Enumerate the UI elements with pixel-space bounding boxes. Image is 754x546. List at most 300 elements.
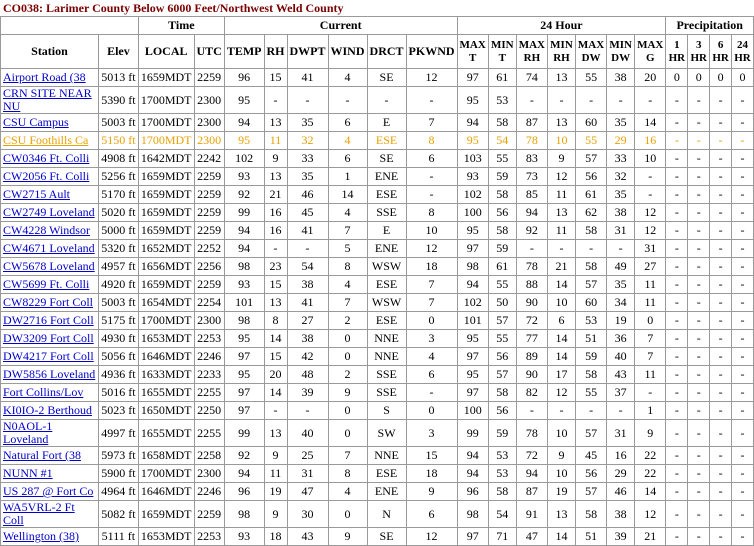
cell-maxdw: 60 — [575, 114, 606, 132]
cell-wind: 4 — [328, 483, 367, 501]
cell-maxdw: 61 — [575, 186, 606, 204]
station-link[interactable]: Fort Collins/Lov — [3, 385, 84, 399]
cell-temp: 93 — [224, 528, 264, 546]
cell-temp: 97 — [224, 402, 264, 420]
station-link[interactable]: NUNN #1 — [3, 466, 53, 480]
cell-p1: - — [666, 204, 688, 222]
cell-drct: SSE — [367, 366, 406, 384]
cell-mint: 53 — [488, 447, 516, 465]
cell-p6: - — [710, 447, 732, 465]
cell-maxdw: 55 — [575, 69, 606, 87]
cell-p6: 0 — [710, 69, 732, 87]
cell-rh: 16 — [264, 222, 287, 240]
station-link[interactable]: DW3209 Fort Coll — [3, 331, 94, 345]
cell-mint: 57 — [488, 312, 516, 330]
col-min-dw[interactable]: MIN DW — [607, 35, 635, 69]
cell-wind: 0 — [328, 420, 367, 447]
cell-minrh: 10 — [548, 420, 576, 447]
station-link[interactable]: CRN SITE NEAR NU — [3, 86, 92, 113]
cell-local: 1650MDT — [138, 402, 194, 420]
cell-maxg: 11 — [635, 276, 666, 294]
cell-maxt: 103 — [457, 150, 488, 168]
cell-elev: 5003 ft — [98, 114, 138, 132]
cell-local: 1654MDT — [138, 294, 194, 312]
cell-maxdw: 57 — [575, 483, 606, 501]
cell-elev: 5082 ft — [98, 501, 138, 528]
cell-drct: NNE — [367, 330, 406, 348]
col-wind[interactable]: WIND — [328, 35, 367, 69]
cell-p3: - — [688, 87, 710, 114]
cell-minrh: 9 — [548, 150, 576, 168]
col-pkwnd[interactable]: PKWND — [406, 35, 457, 69]
station-link[interactable]: US 287 @ Fort Co — [3, 484, 94, 498]
cell-rh: 15 — [264, 348, 287, 366]
cell-mint: 56 — [488, 402, 516, 420]
cell-p6: - — [710, 132, 732, 150]
cell-maxrh: 78 — [516, 258, 547, 276]
cell-utc: 2253 — [194, 330, 224, 348]
cell-p3: - — [688, 258, 710, 276]
col-elev[interactable]: Elev — [98, 35, 138, 69]
cell-pkwnd: 3 — [406, 330, 457, 348]
precip-group-header: Precipitation — [666, 17, 754, 35]
cell-p3: - — [688, 330, 710, 348]
cell-minrh: 11 — [548, 222, 576, 240]
station-link[interactable]: N0AOL-1 Loveland — [3, 419, 53, 446]
cell-p6: - — [710, 330, 732, 348]
cell-utc: 2233 — [194, 366, 224, 384]
cell-local: 1655MDT — [138, 384, 194, 402]
station-cell — [1, 87, 99, 114]
cell-maxrh: - — [516, 87, 547, 114]
cell-minrh: 9 — [548, 447, 576, 465]
cell-pkwnd: 12 — [406, 528, 457, 546]
station-cell — [1, 150, 99, 168]
col-min-rh[interactable]: MIN RH — [548, 35, 576, 69]
cell-maxt: 93 — [457, 168, 488, 186]
cell-utc: 2256 — [194, 258, 224, 276]
cell-dwpt: - — [287, 87, 328, 114]
cell-maxt: 94 — [457, 114, 488, 132]
station-link[interactable]: CW4228 Windsor — [3, 223, 90, 237]
cell-temp: 93 — [224, 168, 264, 186]
col-min-t[interactable]: MIN T — [488, 35, 516, 69]
cell-dwpt: 32 — [287, 132, 328, 150]
col-precip-6hr[interactable]: 6 HR — [710, 35, 732, 69]
col-precip-24hr[interactable]: 24 HR — [732, 35, 754, 69]
cell-maxdw: - — [575, 240, 606, 258]
cell-pkwnd: 4 — [406, 348, 457, 366]
cell-maxg: 31 — [635, 240, 666, 258]
cell-dwpt: 33 — [287, 150, 328, 168]
table-row — [1, 420, 754, 447]
cell-rh: - — [264, 87, 287, 114]
cell-drct: ESE — [367, 186, 406, 204]
cell-maxrh: - — [516, 402, 547, 420]
cell-maxg: 9 — [635, 420, 666, 447]
cell-maxt: 95 — [457, 132, 488, 150]
cell-utc: 2300 — [194, 465, 224, 483]
table-row — [1, 69, 754, 87]
cell-utc: 2255 — [194, 420, 224, 447]
cell-drct: ENE — [367, 240, 406, 258]
cell-p6: - — [710, 276, 732, 294]
cell-local: 1700MDT — [138, 132, 194, 150]
cell-wind: 5 — [328, 240, 367, 258]
col-max-t[interactable]: MAX T — [457, 35, 488, 69]
cell-maxt: 97 — [457, 348, 488, 366]
cell-rh: 16 — [264, 204, 287, 222]
cell-temp: 95 — [224, 330, 264, 348]
cell-rh: - — [264, 240, 287, 258]
cell-temp: 97 — [224, 384, 264, 402]
cell-mint: 53 — [488, 87, 516, 114]
cell-temp: 99 — [224, 420, 264, 447]
cell-p1: - — [666, 447, 688, 465]
cell-p6: - — [710, 501, 732, 528]
col-utc[interactable]: UTC — [194, 35, 224, 69]
cell-maxdw: 60 — [575, 294, 606, 312]
col-local[interactable]: LOCAL — [138, 35, 194, 69]
station-cell — [1, 483, 99, 501]
cell-temp: 95 — [224, 132, 264, 150]
station-cell — [1, 276, 99, 294]
cell-p24: - — [732, 330, 754, 348]
col-max-dw[interactable]: MAX DW — [575, 35, 606, 69]
station-cell — [1, 447, 99, 465]
cell-maxg: 14 — [635, 114, 666, 132]
cell-minrh: 13 — [548, 114, 576, 132]
cell-maxdw: 58 — [575, 258, 606, 276]
cell-temp: 98 — [224, 501, 264, 528]
station-link[interactable]: KI0IO-2 Berthoud — [3, 403, 92, 417]
cell-p3: - — [688, 348, 710, 366]
cell-p1: - — [666, 528, 688, 546]
cell-drct: E — [367, 114, 406, 132]
cell-rh: 13 — [264, 294, 287, 312]
cell-mindw: 31 — [607, 222, 635, 240]
cell-p24: - — [732, 348, 754, 366]
station-cell — [1, 132, 99, 150]
cell-pkwnd: 6 — [406, 501, 457, 528]
cell-dwpt: 40 — [287, 420, 328, 447]
cell-drct: S — [367, 402, 406, 420]
cell-minrh: - — [548, 240, 576, 258]
station-link[interactable]: CW2715 Ault — [3, 187, 71, 201]
cell-drct: SE — [367, 528, 406, 546]
station-link[interactable]: CSU Foothills Ca — [3, 133, 89, 147]
page-title: CO038: Larimer County Below 6000 Feet/Northwest Weld County — [3, 1, 344, 15]
cell-utc: 2242 — [194, 150, 224, 168]
cell-p1: - — [666, 384, 688, 402]
cell-p6: - — [710, 150, 732, 168]
cell-wind: 4 — [328, 132, 367, 150]
cell-mindw: 39 — [607, 528, 635, 546]
table-row — [1, 114, 754, 132]
table-row — [1, 240, 754, 258]
cell-maxdw: 53 — [575, 312, 606, 330]
col-drct[interactable]: DRCT — [367, 35, 406, 69]
cell-drct: ESE — [367, 276, 406, 294]
table-row — [1, 168, 754, 186]
table-row — [1, 87, 754, 114]
cell-minrh: 10 — [548, 465, 576, 483]
cell-maxt: 95 — [457, 366, 488, 384]
station-link[interactable]: CW4671 Loveland — [3, 241, 95, 255]
cell-mindw: - — [607, 402, 635, 420]
station-link[interactable]: WA5VRL-2 Ft Coll — [3, 500, 75, 527]
cell-wind: 0 — [328, 330, 367, 348]
col-temp[interactable]: TEMP — [224, 35, 264, 69]
cell-p24: - — [732, 366, 754, 384]
cell-dwpt: 35 — [287, 114, 328, 132]
station-link[interactable]: CW5678 Loveland — [3, 259, 95, 273]
cell-temp: 94 — [224, 240, 264, 258]
cell-mindw: 38 — [607, 204, 635, 222]
station-link[interactable]: CSU Campus — [3, 115, 69, 129]
cell-local: 1646MDT — [138, 483, 194, 501]
cell-p3: - — [688, 132, 710, 150]
cell-rh: 21 — [264, 186, 287, 204]
cell-mint: 57 — [488, 366, 516, 384]
station-cell — [1, 69, 99, 87]
cell-p24: - — [732, 312, 754, 330]
cell-dwpt: 38 — [287, 276, 328, 294]
cell-minrh: - — [548, 402, 576, 420]
cell-p1: - — [666, 168, 688, 186]
cell-maxg: 20 — [635, 69, 666, 87]
cell-maxrh: 90 — [516, 294, 547, 312]
station-link[interactable]: CW8229 Fort Coll — [3, 295, 94, 309]
station-cell — [1, 384, 99, 402]
cell-temp: 92 — [224, 447, 264, 465]
cell-utc: 2255 — [194, 384, 224, 402]
cell-rh: 18 — [264, 528, 287, 546]
cell-maxrh: 94 — [516, 204, 547, 222]
cell-mindw: 33 — [607, 150, 635, 168]
cell-rh: 11 — [264, 465, 287, 483]
cell-maxrh: 85 — [516, 186, 547, 204]
cell-elev: 5020 ft — [98, 204, 138, 222]
cell-p24: 0 — [732, 69, 754, 87]
table-row — [1, 384, 754, 402]
cell-mindw: 35 — [607, 276, 635, 294]
table-row — [1, 312, 754, 330]
station-link[interactable]: Wellington (38) — [3, 529, 80, 543]
cell-dwpt: 31 — [287, 465, 328, 483]
cell-p24: - — [732, 528, 754, 546]
cell-p1: - — [666, 222, 688, 240]
cell-temp: 96 — [224, 483, 264, 501]
station-link[interactable]: DW2716 Fort Coll — [3, 313, 94, 327]
cell-mint: 71 — [488, 528, 516, 546]
cell-local: 1642MDT — [138, 150, 194, 168]
cell-maxg: 1 — [635, 402, 666, 420]
col-max-g[interactable]: MAX G — [635, 35, 666, 69]
cell-elev: 5900 ft — [98, 465, 138, 483]
table-row — [1, 402, 754, 420]
cell-elev: 5150 ft — [98, 132, 138, 150]
cell-maxg: 12 — [635, 222, 666, 240]
cell-pkwnd: 3 — [406, 420, 457, 447]
cell-pkwnd: 7 — [406, 294, 457, 312]
cell-mindw: 35 — [607, 186, 635, 204]
cell-mindw: 35 — [607, 114, 635, 132]
cell-wind: 4 — [328, 204, 367, 222]
cell-p3: - — [688, 483, 710, 501]
station-cell — [1, 114, 99, 132]
cell-pkwnd: 12 — [406, 69, 457, 87]
station-link[interactable]: Natural Fort (38 — [3, 448, 81, 462]
cell-mint: 58 — [488, 114, 516, 132]
cell-p6: - — [710, 420, 732, 447]
cell-p24: - — [732, 204, 754, 222]
col-precip-1hr[interactable]: 1 HR — [666, 35, 688, 69]
cell-maxrh: 47 — [516, 528, 547, 546]
station-link[interactable]: DW4217 Fort Coll — [3, 349, 94, 363]
cell-wind: 8 — [328, 258, 367, 276]
cell-maxrh: 74 — [516, 69, 547, 87]
cell-p1: - — [666, 294, 688, 312]
cell-p3: - — [688, 222, 710, 240]
cell-maxdw: 57 — [575, 150, 606, 168]
cell-wind: 7 — [328, 294, 367, 312]
cell-dwpt: 27 — [287, 312, 328, 330]
cell-p3: - — [688, 501, 710, 528]
cell-utc: 2259 — [194, 276, 224, 294]
col-max-rh[interactable]: MAX RH — [516, 35, 547, 69]
station-cell — [1, 465, 99, 483]
cell-elev: 5000 ft — [98, 222, 138, 240]
cell-p6: - — [710, 168, 732, 186]
cell-pkwnd: 10 — [406, 222, 457, 240]
cell-elev: 5111 ft — [98, 528, 138, 546]
cell-p3: - — [688, 528, 710, 546]
cell-mindw: 36 — [607, 330, 635, 348]
cell-drct: NNE — [367, 348, 406, 366]
cell-pkwnd: 6 — [406, 150, 457, 168]
cell-pkwnd: 9 — [406, 483, 457, 501]
table-row — [1, 330, 754, 348]
cell-p1: - — [666, 501, 688, 528]
cell-p6: - — [710, 483, 732, 501]
cell-p3: - — [688, 402, 710, 420]
cell-mindw: 16 — [607, 447, 635, 465]
cell-minrh: 12 — [548, 168, 576, 186]
cell-maxt: 94 — [457, 276, 488, 294]
cell-rh: 11 — [264, 132, 287, 150]
cell-drct: ESE — [367, 312, 406, 330]
cell-p24: - — [732, 87, 754, 114]
cell-rh: 14 — [264, 330, 287, 348]
cell-maxdw: 58 — [575, 222, 606, 240]
cell-p6: - — [710, 528, 732, 546]
cell-pkwnd: 18 — [406, 258, 457, 276]
col-precip-3hr[interactable]: 3 HR — [688, 35, 710, 69]
cell-utc: 2250 — [194, 402, 224, 420]
cell-dwpt: 43 — [287, 528, 328, 546]
cell-maxt: 94 — [457, 465, 488, 483]
cell-maxrh: - — [516, 240, 547, 258]
cell-maxg: 7 — [635, 330, 666, 348]
cell-maxrh: 83 — [516, 150, 547, 168]
cell-wind: 0 — [328, 348, 367, 366]
col-rh[interactable]: RH — [264, 35, 287, 69]
cell-p24: - — [732, 276, 754, 294]
station-link[interactable]: CW5699 Ft. Colli — [3, 277, 90, 291]
station-link[interactable]: DW5856 Loveland — [3, 367, 96, 381]
cell-maxg: 14 — [635, 483, 666, 501]
station-link[interactable]: CW0346 Ft. Colli — [3, 151, 90, 165]
cell-p1: - — [666, 465, 688, 483]
table-row — [1, 150, 754, 168]
cell-mindw: 49 — [607, 258, 635, 276]
cell-temp: 93 — [224, 276, 264, 294]
cell-maxrh: 94 — [516, 465, 547, 483]
table-row — [1, 483, 754, 501]
cell-dwpt: 47 — [287, 483, 328, 501]
col-dwpt[interactable]: DWPT — [287, 35, 328, 69]
cell-wind: 4 — [328, 69, 367, 87]
station-link[interactable]: CW2749 Loveland — [3, 205, 95, 219]
station-link[interactable]: Airport Road (38 — [3, 70, 86, 84]
cell-local: 1653MDT — [138, 330, 194, 348]
cell-elev: 4930 ft — [98, 330, 138, 348]
cell-mindw: 34 — [607, 294, 635, 312]
cell-mindw: 19 — [607, 312, 635, 330]
cell-maxdw: - — [575, 87, 606, 114]
cell-pkwnd: 0 — [406, 312, 457, 330]
cell-elev: 4997 ft — [98, 420, 138, 447]
cell-mint: 58 — [488, 384, 516, 402]
cell-minrh: 11 — [548, 186, 576, 204]
cell-dwpt: 46 — [287, 186, 328, 204]
station-link[interactable]: CW2056 Ft. Colli — [3, 169, 90, 183]
cell-p6: - — [710, 87, 732, 114]
cell-local: 1633MDT — [138, 366, 194, 384]
cell-p24: - — [732, 501, 754, 528]
cell-dwpt: 38 — [287, 330, 328, 348]
cell-drct: E — [367, 222, 406, 240]
cell-mint: 56 — [488, 204, 516, 222]
cell-rh: 15 — [264, 276, 287, 294]
cell-wind: 9 — [328, 384, 367, 402]
cell-temp: 92 — [224, 186, 264, 204]
cell-local: 1659MDT — [138, 168, 194, 186]
cell-wind: 7 — [328, 222, 367, 240]
cell-rh: 20 — [264, 366, 287, 384]
col-station[interactable]: Station — [1, 35, 99, 69]
cell-mindw: 29 — [607, 465, 635, 483]
cell-maxg: 7 — [635, 348, 666, 366]
cell-utc: 2253 — [194, 528, 224, 546]
cell-rh: 19 — [264, 483, 287, 501]
cell-elev: 4957 ft — [98, 258, 138, 276]
cell-minrh: 12 — [548, 384, 576, 402]
cell-pkwnd: 15 — [406, 447, 457, 465]
cell-mindw: - — [607, 240, 635, 258]
cell-p3: - — [688, 312, 710, 330]
cell-maxt: 100 — [457, 402, 488, 420]
cell-local: 1659MDT — [138, 501, 194, 528]
cell-elev: 5013 ft — [98, 69, 138, 87]
cell-p3: - — [688, 240, 710, 258]
cell-mint: 50 — [488, 294, 516, 312]
cell-rh: 13 — [264, 168, 287, 186]
table-row — [1, 222, 754, 240]
cell-p1: - — [666, 186, 688, 204]
cell-maxt: 101 — [457, 312, 488, 330]
